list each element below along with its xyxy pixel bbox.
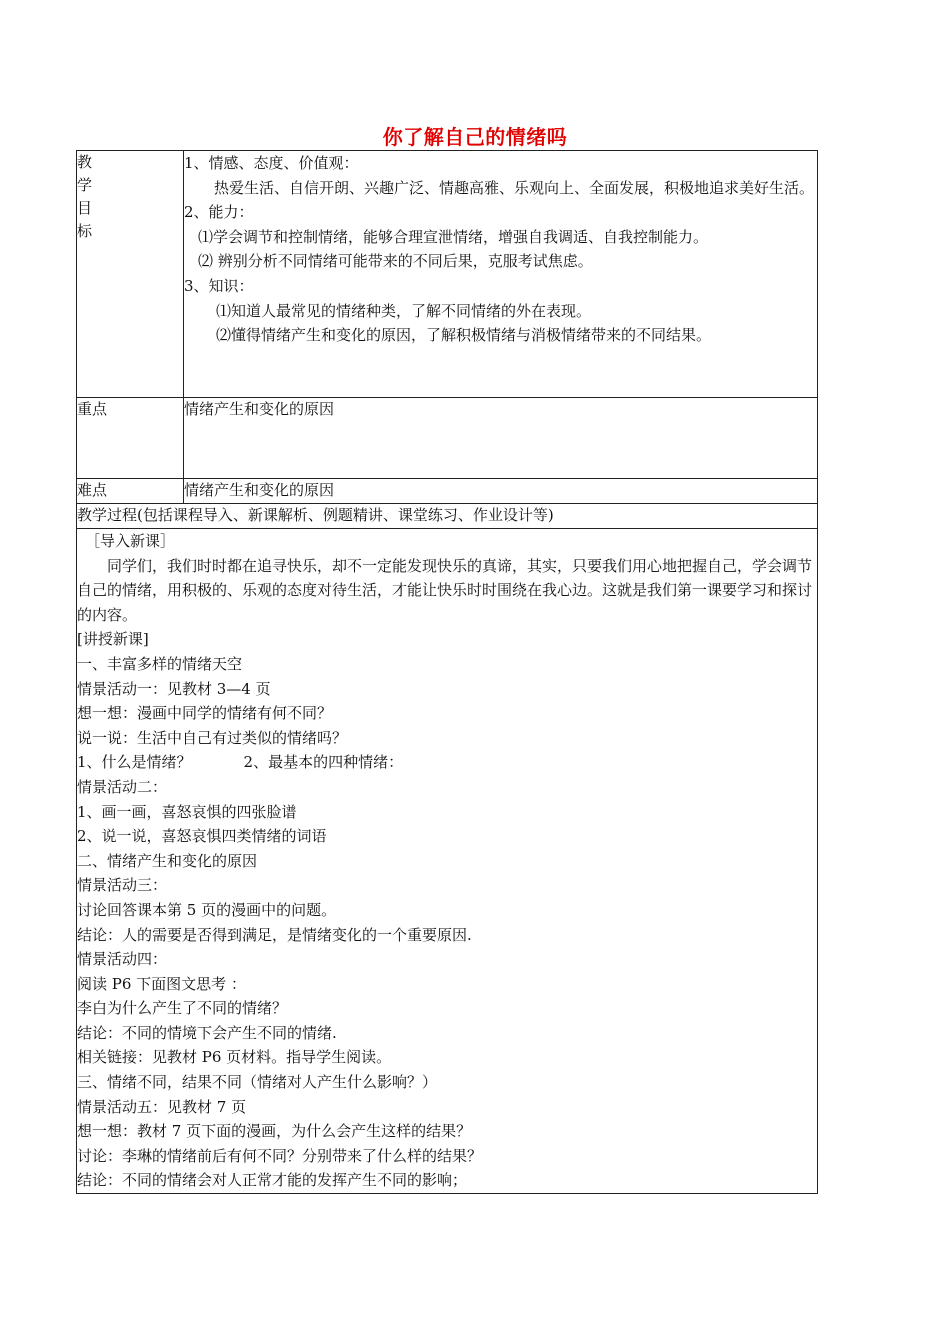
objective-text: ⑵懂得情绪产生和变化的原因，了解积极情绪与消极情绪带来的不同结果。 bbox=[216, 326, 712, 345]
objectives-label bbox=[77, 151, 184, 398]
lesson-plan-table bbox=[76, 150, 818, 1194]
objectives-content bbox=[184, 151, 818, 398]
process-line: 情景活动三： bbox=[77, 876, 168, 895]
key-point-label: 重点 bbox=[77, 398, 184, 479]
question-left: 1、什么是情绪？ bbox=[77, 753, 192, 772]
process-line: 情景活动二： bbox=[77, 777, 168, 796]
question-right: 2、最基本的四种情绪： bbox=[243, 753, 404, 772]
process-line: 情景活动一：见教材 3—4 页 bbox=[77, 679, 271, 698]
process-line: 结论：不同的情绪会对人正常才能的发挥产生不同的影响； bbox=[77, 1171, 468, 1190]
key-point-text: 情绪产生和变化的原因 bbox=[184, 398, 818, 479]
objective-text: 热爱生活、自信开朗、兴趣广泛、情趣高雅、乐观向上、全面发展，积极地追求美好生活。 bbox=[214, 178, 815, 197]
objective-text: ⑵ 辨别分析不同情绪可能带来的不同后果，克服考试焦虑。 bbox=[198, 252, 593, 271]
process-line: 讨论：李琳的情绪前后有何不同？分别带来了什么样的结果？ bbox=[77, 1146, 483, 1165]
process-line: 二、情绪产生和变化的原因 bbox=[77, 851, 258, 870]
difficult-point-text: 情绪产生和变化的原因 bbox=[184, 479, 818, 504]
intro-heading: ［导入新课］ bbox=[85, 532, 176, 550]
process-header-row bbox=[77, 504, 818, 529]
process-line: 李白为什么产生了不同的情绪？ bbox=[77, 999, 288, 1018]
difficult-point-label: 难点 bbox=[77, 479, 184, 504]
objective-heading: 2、能力： bbox=[184, 203, 254, 222]
objectives-label-char: 目 bbox=[77, 199, 93, 217]
intro-paragraph: 同学们，我们时时都在追寻快乐，却不一定能发现快乐的真谛，其实，只要我们用心地把握自己，学会调节自己的情绪，用积极的、乐观的态度对待生活，才能让快乐时时围绕在我心边。这就是我们第一课要学习和探讨的内容。 bbox=[77, 556, 813, 624]
process-line: 说一说：生活中自己有过类似的情绪吗？ bbox=[77, 728, 348, 747]
objective-text: ⑴知道人最常见的情绪种类，了解不同情绪的外在表现。 bbox=[216, 301, 592, 320]
objective-heading: 3、知识： bbox=[184, 276, 254, 295]
process-line: 情景活动五：见教材 7 页 bbox=[77, 1097, 247, 1116]
objective-text: ⑴学会调节和控制情绪，能够合理宣泄情绪，增强自我调适、自我控制能力。 bbox=[198, 227, 709, 246]
process-header: 教学过程(包括课程导入、新课解析、例题精讲、课堂练习、作业设计等) bbox=[77, 504, 818, 529]
process-line: 相关链接：见教材 P6 页材料。指导学生阅读。 bbox=[77, 1048, 392, 1067]
question-line bbox=[77, 750, 817, 775]
process-line: [讲授新课] bbox=[77, 630, 149, 649]
objectives-label-char: 学 bbox=[77, 176, 93, 194]
process-line: 一、丰富多样的情绪天空 bbox=[77, 654, 243, 673]
process-line: 结论：不同的情境下会产生不同的情绪. bbox=[77, 1023, 337, 1042]
document-title: 你了解自己的情绪吗 bbox=[382, 125, 568, 149]
process-line: 情景活动四： bbox=[77, 950, 168, 969]
process-content-row bbox=[77, 529, 818, 1194]
process-line: 三、情绪不同，结果不同（情绪对人产生什么影响？） bbox=[77, 1073, 438, 1092]
process-line: 想一想：教材 7 页下面的漫画，为什么会产生这样的结果？ bbox=[77, 1122, 472, 1141]
process-line: 想一想：漫画中同学的情绪有何不同？ bbox=[77, 704, 333, 723]
process-content bbox=[77, 529, 818, 1194]
objectives-label-char: 教 bbox=[77, 153, 93, 171]
objectives-label-char: 标 bbox=[77, 222, 93, 240]
process-line: 1、画一画，喜怒哀惧的四张脸谱 bbox=[77, 802, 297, 821]
difficult-point-row bbox=[77, 479, 818, 504]
objective-heading: 1、情感、态度、价值观： bbox=[184, 154, 359, 172]
process-line: 结论：人的需要是否得到满足，是情绪变化的一个重要原因. bbox=[77, 925, 472, 944]
objectives-row bbox=[77, 151, 818, 398]
process-line: 阅读 P6 下面图文思考 ： bbox=[77, 974, 246, 993]
process-line: 2、说一说，喜怒哀惧四类情绪的词语 bbox=[77, 827, 327, 846]
key-point-row bbox=[77, 398, 818, 479]
process-line: 讨论回答课本第 5 页的漫画中的问题。 bbox=[77, 900, 337, 919]
